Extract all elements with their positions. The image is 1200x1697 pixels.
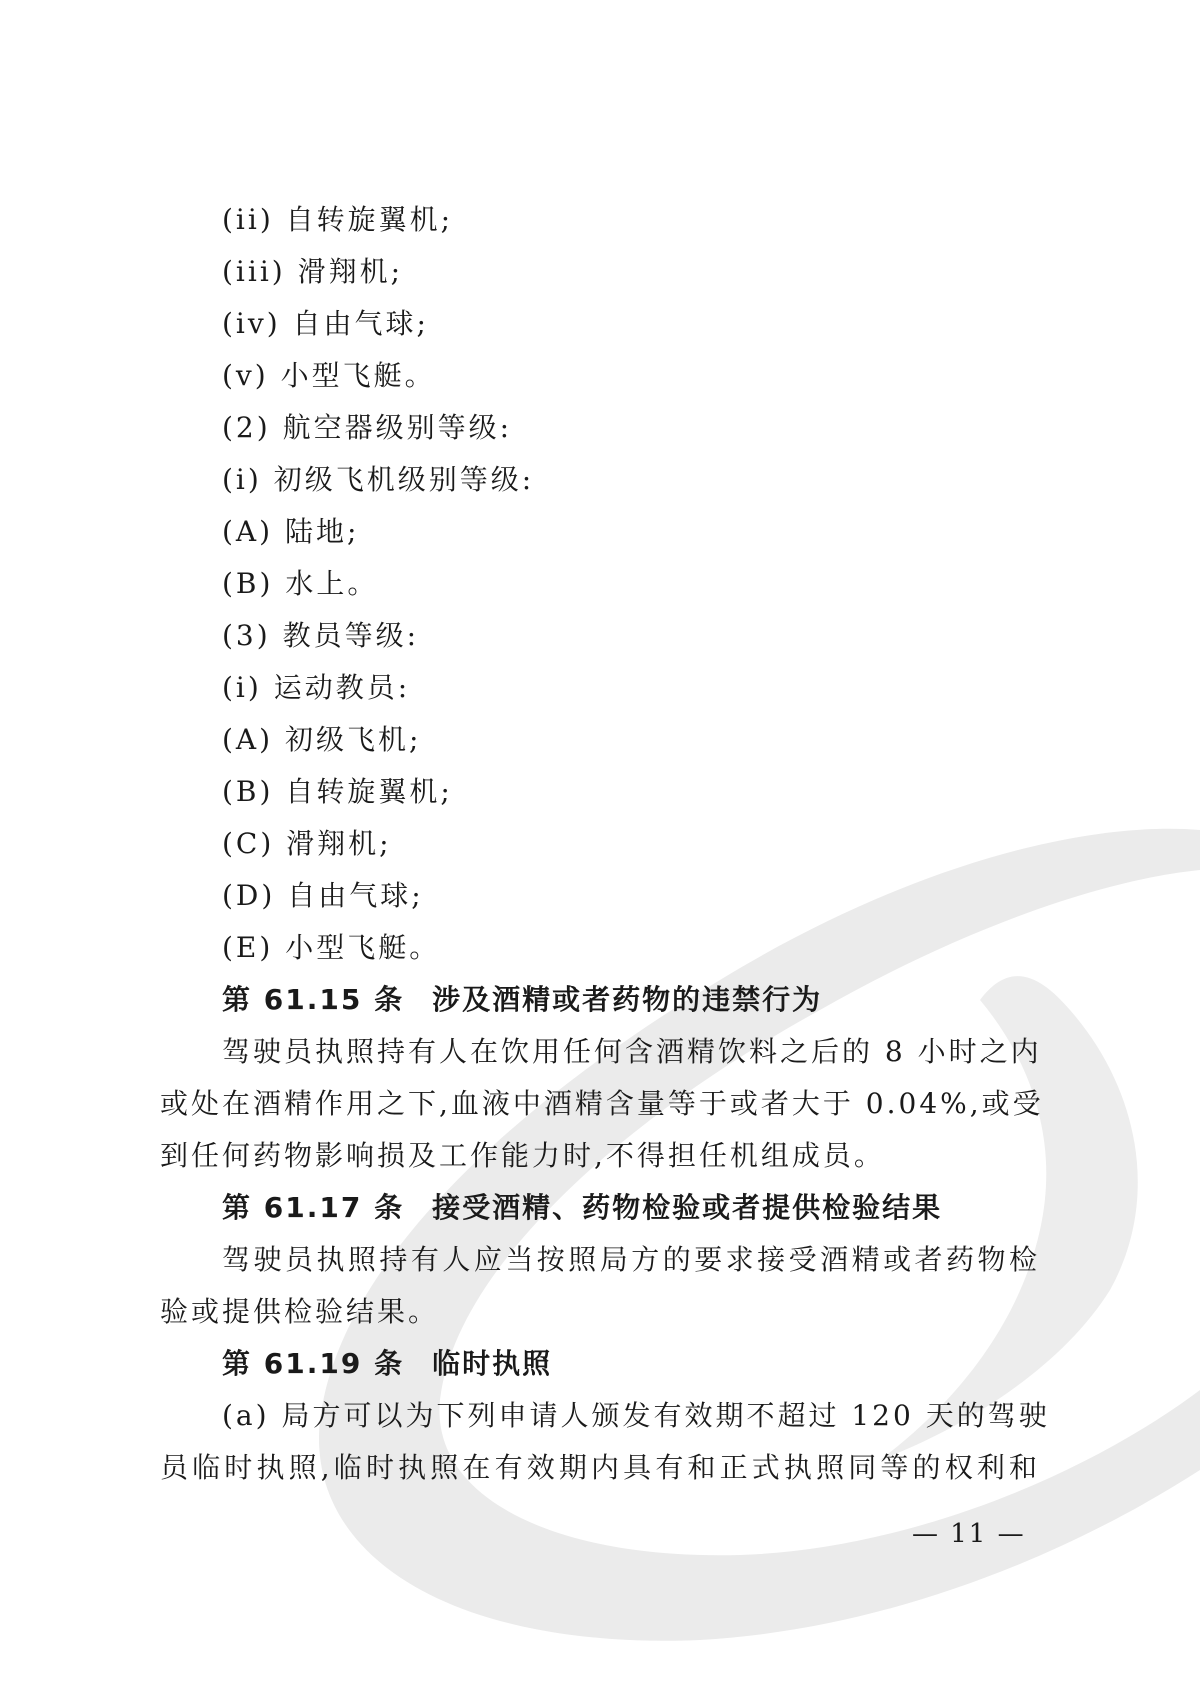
list-item: (B) 自转旋翼机; bbox=[222, 775, 453, 808]
section-number: 第 61.19 条 bbox=[222, 1347, 405, 1380]
list-item: (v) 小型飞艇。 bbox=[222, 359, 436, 392]
section-number: 第 61.15 条 bbox=[222, 983, 405, 1016]
section-heading bbox=[222, 1344, 552, 1384]
paragraph-line: 员临时执照,临时执照在有效期内具有和正式执照同等的权利和 bbox=[160, 1451, 1040, 1484]
list-item: (3) 教员等级: bbox=[222, 619, 419, 652]
section-heading bbox=[222, 1188, 942, 1228]
list-item: (ii) 自转旋翼机; bbox=[222, 203, 454, 236]
section-title: 临时执照 bbox=[432, 1347, 553, 1380]
list-item: (E) 小型飞艇。 bbox=[222, 931, 441, 964]
list-item: (2) 航空器级别等级: bbox=[222, 411, 512, 444]
section-number: 第 61.17 条 bbox=[222, 1191, 405, 1224]
list-item: (A) 陆地; bbox=[222, 515, 360, 548]
paragraph-line: 驾驶员执照持有人在饮用任何含酒精饮料之后的 8 小时之内 bbox=[222, 1035, 1042, 1068]
paragraph-line: 验或提供检验结果。 bbox=[160, 1295, 440, 1328]
list-item: (i) 运动教员: bbox=[222, 671, 411, 704]
list-item: (A) 初级飞机; bbox=[222, 723, 422, 756]
paragraph-line: 到任何药物影响损及工作能力时,不得担任机组成员。 bbox=[160, 1139, 885, 1172]
list-item: (C) 滑翔机; bbox=[222, 827, 392, 860]
paragraph-line: 驾驶员执照持有人应当按照局方的要求接受酒精或者药物检 bbox=[222, 1243, 1040, 1276]
paragraph-line: 或处在酒精作用之下,血液中酒精含量等于或者大于 0.04%,或受 bbox=[160, 1087, 1044, 1120]
list-item: (i) 初级飞机级别等级: bbox=[222, 463, 535, 496]
list-item: (iv) 自由气球; bbox=[222, 307, 429, 340]
page-number: — 11 — bbox=[912, 1519, 1026, 1549]
paragraph-line: (a) 局方可以为下列申请人颁发有效期不超过 120 天的驾驶 bbox=[222, 1399, 1050, 1432]
list-item: (iii) 滑翔机; bbox=[222, 255, 404, 288]
list-item: (B) 水上。 bbox=[222, 567, 379, 600]
section-title: 涉及酒精或者药物的违禁行为 bbox=[432, 983, 823, 1016]
section-heading bbox=[222, 980, 822, 1020]
list-item: (D) 自由气球; bbox=[222, 879, 424, 912]
section-title: 接受酒精、药物检验或者提供检验结果 bbox=[432, 1191, 943, 1224]
